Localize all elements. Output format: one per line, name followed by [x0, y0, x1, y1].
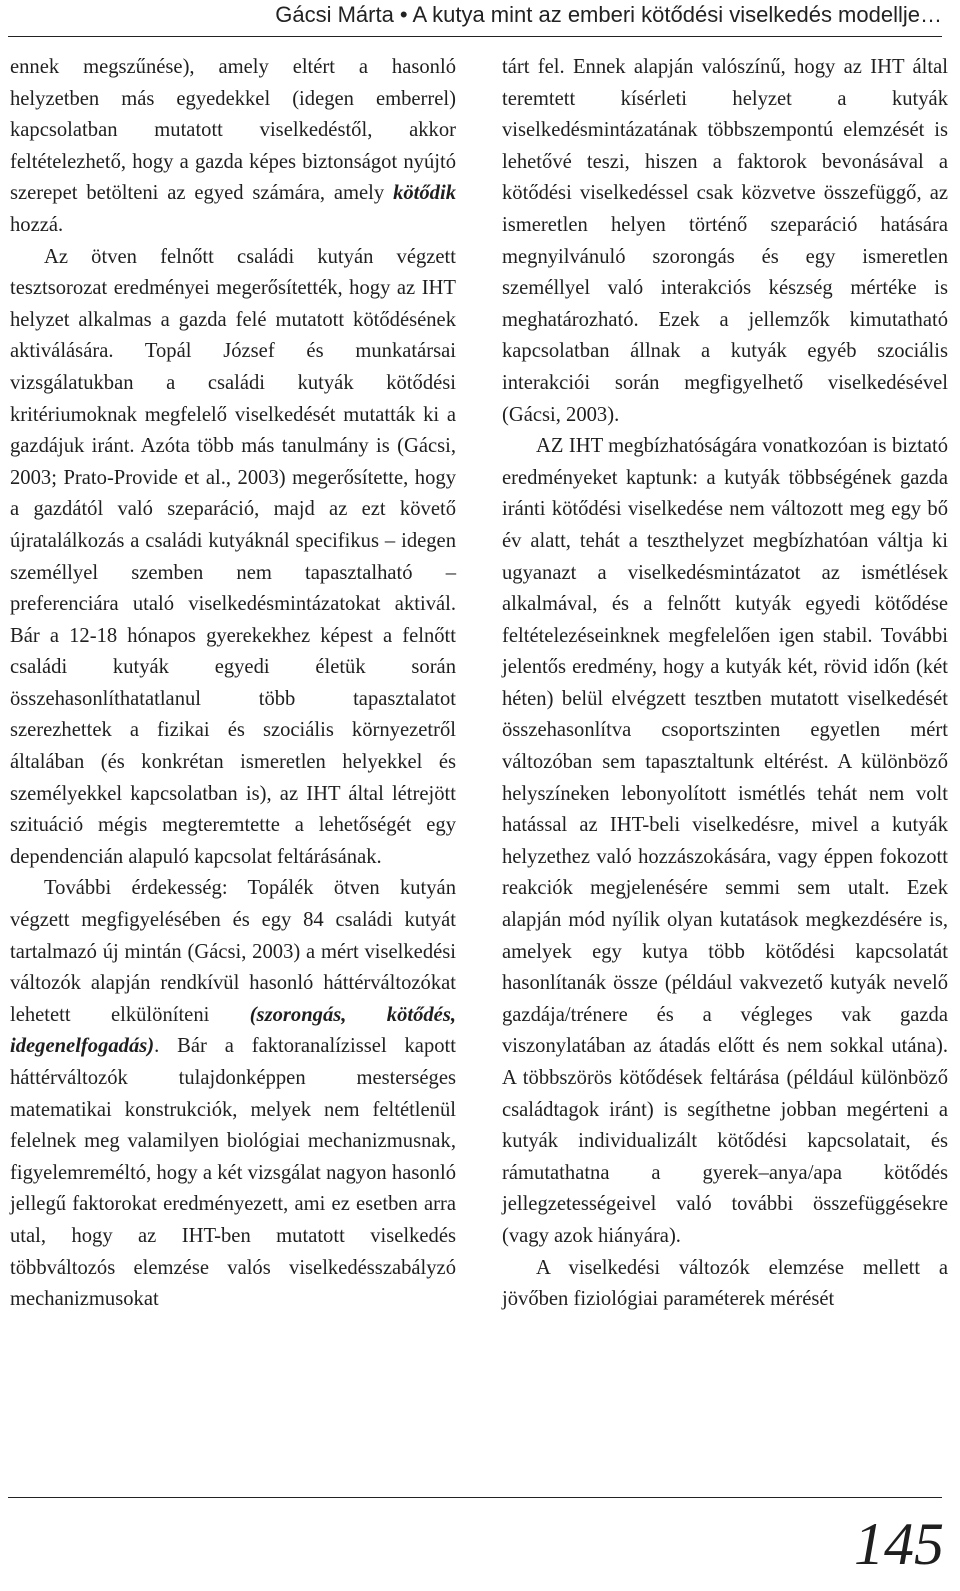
left-p3-text-a: További érdekesség: Topálék ötven kutyán végzett megfigyelésében és egy 84 családi kutyát tartalmazó új mintán (Gácsi, 2003) a mért viselkedési változók alapján rendkívül hasonló háttérváltozókat lehetett elkülöníteni: [10, 877, 456, 1026]
page-number: 145: [854, 1511, 944, 1577]
right-paragraph-2: AZ IHT megbízhatóságára vonatkozóan is biztató eredményeket kaptunk: a kutyák többségének gazda iránti kötődési viselkedése nem változott meg egy bő év alatt, tehát a teszthelyzet megbízhatóan váltja ki ugyanazt a viselkedésmintázatot az ismétlések alkalmával, és a felnőtt kutyák egyedi kötődése feltételezéseinknek megfelelően igen stabil. További jelentős eredmény, hogy a kutyák két, rövid időn (két héten) belül elvégzett tesztben mutatott viselkedését összehasonlítva csoportszinten egyetlen mért változóban sem tapasztaltunk eltérést. A különböző helyszíneken lebonyolított ismétlés tehát nem volt hatással az IHT-beli viselkedésre, mivel a kutyák helyzethez való hozzászokására, vagy éppen fokozott reakciók megjelenésére semmi sem utalt. Ezek alapján mód nyílik olyan kutatások megkezdésére is, amelyek egy kutya több kötődési kapcsolatát hasonlítanák össze (például vakvezető kutyák nevelő gazdája/trénere és a végleges vak gazda viszonylatában az átadás előtt és nem sokkal utána). A többszörös kötődések feltárása (például különböző családtagok iránt) is segíthetne jobban megérteni a kutyák individualizált kötődési kapcsolatait, és rámutathatna a gyerek–anya/apa kötődés jellegzetességeivel való további összefüggésekre (vagy azok hiányára).: [502, 435, 948, 1247]
left-paragraph-1: [10, 52, 456, 242]
left-p3-text-b: . Bár a faktoranalízissel kapott háttérváltozók tulajdonképpen mesterséges matematikai konstrukciók, melyek nem feltétlenül felelnek meg valamilyen biológiai mechanizmusnak, figyelemreméltó, hogy a két vizsgálat nagyon hasonló jellegű faktorokat eredményezett, ami ez esetben arra utal, hogy az IHT-ben mutatott viselkedés többváltozós elemzése valós viselkedésszabályzó mechanizmusokat: [10, 1035, 456, 1311]
left-p1-emphasis: kötődik: [393, 182, 456, 205]
left-p1-text-b: hozzá.: [10, 213, 64, 236]
left-p3-emphasis: (szorongás, kötődés, idegenelfogadás): [10, 1003, 456, 1058]
footer-rule: [8, 1497, 942, 1498]
left-column: [10, 52, 456, 1316]
running-header: [8, 0, 942, 37]
left-paragraph-2: Az ötven felnőtt családi kutyán végzett tesztsorozat eredményei megerősítették, hogy az IHT helyzet alkalmas a gazda felé mutatott kötődésének aktiválására. Topál József és munkatársai vizsgálatukban a családi kutyák kötődési kritériumoknak megfelelő viselkedését mutatták ki a gazdájuk iránt. Azóta több más tanulmány is (Gácsi, 2003; Prato-Provide et al., 2003) megerősítette, hogy a gazdától való szeparáció, majd az ezt követő újratalálkozás a családi kutyáknál specifikus – idegen személlyel szemben nem tapasztalható – preferenciára utaló viselkedésmintázatokat aktivál. Bár a 12-18 hónapos gyerekekhez képest a felnőtt családi kutyák egyedi életük során összehasonlíthatatlanul több tapasztalatot szerezhettek a fizikai és szociális környezetről általában (és konkrétan ismeretlen helyekkel és személyekkel kapcsolatban is), az IHT által létrejött szituáció mégis megteremtette a lehetőségét egy dependencián alapuló kapcsolat feltárásának.: [10, 245, 456, 868]
running-title: Gácsi Márta • A kutya mint az emberi kötődési viselkedés modellje…: [275, 2, 942, 27]
left-p1-text-a: ennek megszűnése), amely eltért a hasonló helyzetben más egyedekkel (idegen emberrel) kapcsolatban mutatott viselkedéstől, akkor feltételezhető, hogy a gazda képes biztonságot nyújtó szerepet betölteni az egyed számára, amely: [10, 56, 456, 205]
right-paragraph-3: A viselkedési változók elemzése mellett a jövőben fiziológiai paraméterek mérését: [502, 1256, 948, 1311]
right-column: [502, 52, 948, 1316]
right-paragraph-1: tárt fel. Ennek alapján valószínű, hogy az IHT által teremtett kísérleti helyzet a kutyák viselkedésmintázatának többszempontú elemzését is lehetővé teszi, hiszen a faktorok bevonásával a kötődési viselkedéssel csak közvetve összefüggő, az ismeretlen helyen történő szeparáció hatására megnyilvánuló szorongás és egy ismeretlen személlyel való interakciós készség mértéke is meghatározható. Ezek a jellemzők kimutatható kapcsolatban állnak a kutyák egyéb szociális interakciói során megfigyelhető viselkedésével (Gácsi, 2003).: [502, 56, 948, 426]
left-paragraph-3: [10, 873, 456, 1315]
